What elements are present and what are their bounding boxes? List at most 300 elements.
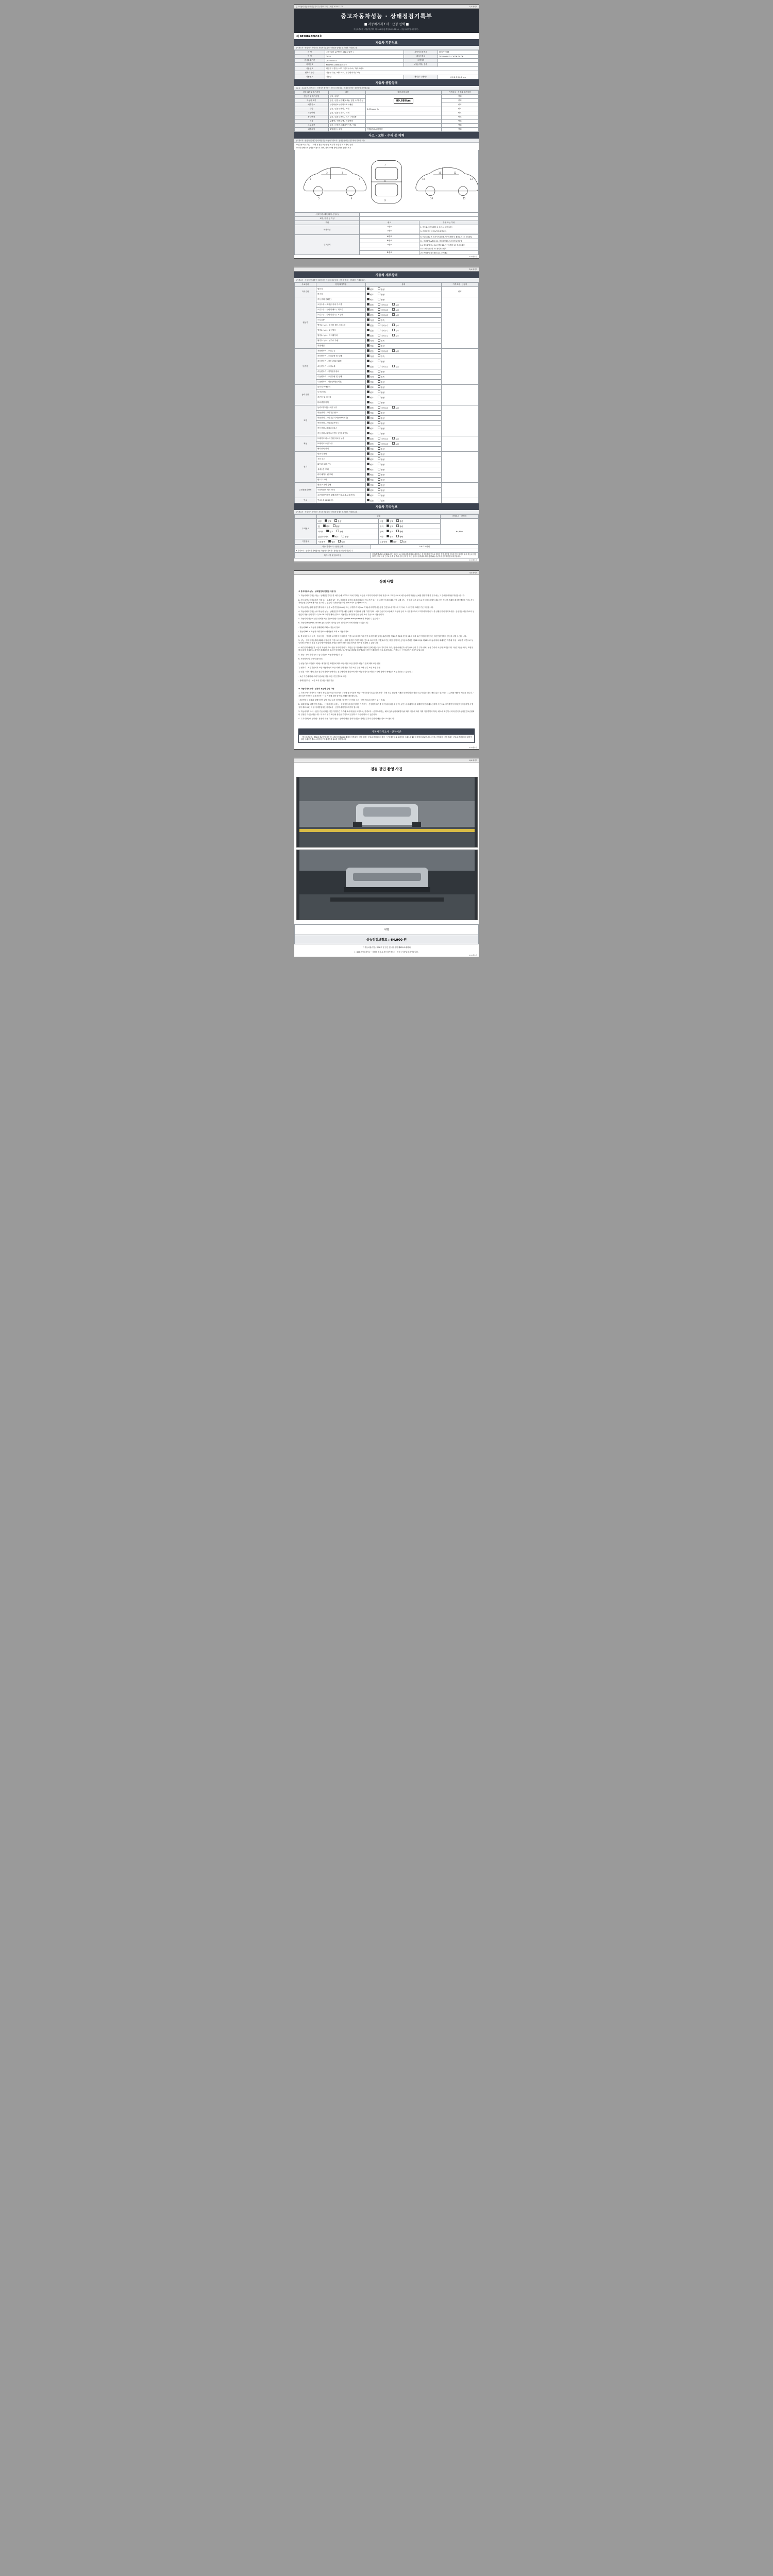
- checkbox-icon[interactable]: [338, 540, 341, 543]
- status-checkbox-option[interactable]: 불량: [378, 417, 384, 419]
- status-checkbox-option[interactable]: 불량: [378, 479, 384, 481]
- checkbox-icon[interactable]: [334, 519, 337, 522]
- status-checkbox-option[interactable]: 불량: [378, 453, 384, 455]
- checkbox-icon[interactable]: [378, 287, 380, 290]
- checkbox-icon[interactable]: [367, 457, 369, 460]
- status-checkbox-option[interactable]: 적정: [367, 355, 374, 358]
- checkbox-icon[interactable]: [392, 349, 395, 352]
- checkbox-icon[interactable]: [328, 540, 331, 543]
- status-checkbox-option[interactable]: 불량: [378, 392, 384, 394]
- status-checkbox-option[interactable]: 부족: [378, 376, 384, 378]
- checkbox-icon[interactable]: [396, 524, 399, 527]
- checkbox-icon[interactable]: [367, 344, 369, 347]
- detail-status-options[interactable]: [365, 308, 441, 313]
- checkbox-icon[interactable]: [378, 313, 380, 316]
- status-checkbox-option[interactable]: 누유: [392, 309, 399, 311]
- etc-checkbox-option[interactable]: 양호: [386, 520, 393, 522]
- status-checkbox-option[interactable]: 불량: [378, 469, 384, 471]
- car-damage-diagram[interactable]: [294, 150, 479, 212]
- checkbox-icon[interactable]: [392, 324, 395, 326]
- etc-checkbox-option[interactable]: 양호: [325, 520, 331, 522]
- status-checkbox-option[interactable]: 양호: [367, 386, 374, 388]
- checkbox-icon[interactable]: [367, 401, 369, 403]
- checkbox-icon[interactable]: [367, 437, 369, 439]
- checkbox-icon[interactable]: [378, 483, 380, 486]
- detail-status-options[interactable]: [365, 364, 441, 369]
- checkbox-icon[interactable]: [367, 463, 369, 465]
- detail-status-options[interactable]: [365, 411, 441, 416]
- status-checkbox-option[interactable]: 누수: [392, 330, 399, 332]
- checkbox-icon[interactable]: [396, 535, 399, 537]
- checkbox-icon[interactable]: [378, 463, 380, 465]
- etc-checkbox-option[interactable]: 양호: [326, 531, 333, 533]
- checkbox-icon[interactable]: [367, 318, 369, 321]
- checkbox-icon[interactable]: [378, 354, 380, 357]
- status-checkbox-option[interactable]: 적정: [367, 319, 374, 321]
- status-checkbox-option[interactable]: 없음: [367, 366, 374, 368]
- status-checkbox-option[interactable]: 불량: [378, 484, 384, 486]
- checkbox-icon[interactable]: [392, 313, 395, 316]
- status-checkbox-option[interactable]: 미세누수: [378, 330, 388, 332]
- checkbox-icon[interactable]: [367, 391, 369, 393]
- status-checkbox-option[interactable]: 양호: [367, 484, 374, 486]
- status-checkbox-option[interactable]: 불량: [378, 294, 384, 296]
- checkbox-icon[interactable]: [378, 391, 380, 393]
- checkbox-icon[interactable]: [378, 293, 380, 295]
- etc-checkbox-option[interactable]: 불량: [396, 531, 403, 533]
- checkbox-icon[interactable]: [378, 427, 380, 429]
- checkbox-icon[interactable]: [392, 442, 395, 445]
- detail-status-options[interactable]: [365, 297, 441, 302]
- checkbox-icon[interactable]: [392, 329, 395, 331]
- checkbox-icon[interactable]: [367, 375, 369, 378]
- checkbox-icon[interactable]: [390, 540, 393, 543]
- checkbox-icon[interactable]: [396, 519, 399, 522]
- checkbox-icon[interactable]: [378, 457, 380, 460]
- status-checkbox-option[interactable]: 부족: [378, 340, 384, 342]
- checkbox-icon[interactable]: [392, 308, 395, 311]
- cell-detail[interactable]: 이행(완료) / 미이행: [365, 128, 441, 132]
- status-checkbox-option[interactable]: 적정: [367, 376, 374, 378]
- status-checkbox-option[interactable]: 양호: [367, 448, 374, 450]
- status-checkbox-option[interactable]: 미세누유: [378, 407, 388, 409]
- checkbox-icon[interactable]: [367, 452, 369, 455]
- checkbox-icon[interactable]: [378, 385, 380, 388]
- status-checkbox-option[interactable]: 불량: [378, 422, 384, 425]
- checkbox-icon[interactable]: [367, 406, 369, 409]
- checkbox-icon[interactable]: [378, 318, 380, 321]
- detail-status-options[interactable]: [365, 431, 441, 436]
- checkbox-icon[interactable]: [332, 535, 334, 537]
- status-checkbox-option[interactable]: 불량: [378, 459, 384, 461]
- status-checkbox-option[interactable]: 누유: [392, 438, 399, 440]
- status-checkbox-option[interactable]: 양호: [367, 392, 374, 394]
- checkbox-icon[interactable]: [326, 530, 329, 532]
- cell-option[interactable]: 없음 / 선루프 / 내비게이션 / 기타: [328, 124, 365, 128]
- status-checkbox-option[interactable]: 불량: [378, 397, 384, 399]
- etc-checkbox-option[interactable]: 있음: [338, 541, 345, 543]
- status-checkbox-option[interactable]: 누수: [392, 325, 399, 327]
- checkbox-icon[interactable]: [378, 298, 380, 300]
- checkbox-icon[interactable]: [378, 432, 380, 434]
- status-checkbox-option[interactable]: 양호: [367, 289, 374, 291]
- status-checkbox-option[interactable]: 양호: [367, 489, 374, 492]
- etc-checkbox-option[interactable]: 불량: [334, 520, 341, 522]
- status-checkbox-option[interactable]: 불량: [378, 381, 384, 383]
- status-checkbox-option[interactable]: 없음: [367, 330, 374, 332]
- etc-checkbox-option[interactable]: 불량: [396, 536, 403, 538]
- status-checkbox-option[interactable]: 불량: [378, 448, 384, 450]
- status-checkbox-option[interactable]: 누수: [392, 335, 399, 337]
- detail-status-options[interactable]: [365, 390, 441, 395]
- checkbox-icon[interactable]: [378, 421, 380, 424]
- checkbox-icon[interactable]: [367, 303, 369, 306]
- checkbox-icon[interactable]: [367, 365, 369, 367]
- checkbox-icon[interactable]: [367, 287, 369, 290]
- checkbox-icon[interactable]: [392, 334, 395, 336]
- status-checkbox-option[interactable]: 불량: [378, 289, 384, 291]
- detail-status-options[interactable]: [365, 313, 441, 318]
- checkbox-icon[interactable]: [367, 442, 369, 445]
- status-checkbox-option[interactable]: 불량: [378, 345, 384, 347]
- detail-status-options[interactable]: [365, 447, 441, 452]
- checkbox-icon[interactable]: [337, 530, 339, 532]
- detail-status-options[interactable]: [365, 323, 441, 328]
- checkbox-icon[interactable]: [378, 447, 380, 450]
- checkbox-icon[interactable]: [367, 380, 369, 383]
- etc-checkbox-option[interactable]: 불량: [396, 526, 403, 528]
- checkbox-icon[interactable]: [323, 524, 326, 527]
- checkbox-icon[interactable]: [378, 365, 380, 367]
- etc-option-right[interactable]: [378, 534, 440, 539]
- status-checkbox-option[interactable]: 불량: [378, 402, 384, 404]
- status-checkbox-option[interactable]: 양호: [367, 433, 374, 435]
- status-checkbox-option[interactable]: 누유: [392, 304, 399, 306]
- detail-status-options[interactable]: [365, 349, 441, 354]
- checkbox-icon[interactable]: [378, 478, 380, 481]
- status-checkbox-option[interactable]: 양호: [367, 422, 374, 425]
- checkbox-icon[interactable]: [367, 293, 369, 295]
- checkbox-icon[interactable]: [386, 519, 389, 522]
- inspection-photo-rear[interactable]: [296, 850, 478, 920]
- status-checkbox-option[interactable]: 양호: [367, 479, 374, 481]
- checkbox-icon[interactable]: [367, 416, 369, 419]
- checkbox-icon[interactable]: [367, 360, 369, 362]
- status-checkbox-option[interactable]: 양호: [367, 402, 374, 404]
- detail-status-options[interactable]: [365, 385, 441, 390]
- etc-option-left[interactable]: [317, 524, 379, 529]
- status-checkbox-option[interactable]: 적정: [367, 340, 374, 342]
- etc-checkbox-option[interactable]: 불량: [333, 526, 340, 528]
- detail-status-options[interactable]: [365, 400, 441, 405]
- cell-value[interactable]: [360, 213, 479, 217]
- status-checkbox-option[interactable]: 불량: [378, 371, 384, 373]
- checkbox-icon[interactable]: [378, 339, 380, 342]
- status-checkbox-option[interactable]: 없음: [367, 350, 374, 352]
- checkbox-icon[interactable]: [367, 334, 369, 336]
- checkbox-icon[interactable]: [378, 416, 380, 419]
- checkbox-icon[interactable]: [325, 519, 327, 522]
- detail-status-options[interactable]: [365, 333, 441, 338]
- checkbox-icon[interactable]: [378, 375, 380, 378]
- status-checkbox-option[interactable]: 불량: [378, 495, 384, 497]
- detail-status-options[interactable]: [365, 472, 441, 478]
- checkbox-icon[interactable]: [378, 437, 380, 439]
- status-checkbox-option[interactable]: 부족: [378, 355, 384, 358]
- checkbox-icon[interactable]: [378, 380, 380, 383]
- checkbox-icon[interactable]: [378, 360, 380, 362]
- etc-checkbox-option[interactable]: 불량: [342, 536, 348, 538]
- checkbox-icon[interactable]: [367, 478, 369, 481]
- status-checkbox-option[interactable]: 양호: [367, 459, 374, 461]
- status-checkbox-option[interactable]: 양호: [367, 417, 374, 419]
- detail-status-options[interactable]: [365, 488, 441, 493]
- checkbox-icon[interactable]: [367, 411, 369, 414]
- status-checkbox-option[interactable]: 불량: [378, 299, 384, 301]
- checkbox-icon[interactable]: [367, 421, 369, 424]
- etc-option-right[interactable]: [378, 524, 440, 529]
- cell-option[interactable]: 일산화탄소 / 탄화수소 / 매연: [328, 103, 365, 107]
- checkbox-icon[interactable]: [367, 308, 369, 311]
- cell-option[interactable]: 없음 / 있음 / 잠재(교체) / 없음 / 주유손상: [328, 99, 365, 103]
- cell-option[interactable]: 없음 / 있음 / 침수 / 화재: [328, 111, 365, 115]
- detail-state-table: [294, 282, 479, 503]
- detail-status-options[interactable]: [365, 338, 441, 344]
- status-checkbox-option[interactable]: 없음: [367, 407, 374, 409]
- status-checkbox-option[interactable]: 없음: [367, 438, 374, 440]
- etc-checkbox-option[interactable]: 있음: [400, 541, 407, 543]
- detail-status-options[interactable]: [365, 498, 441, 503]
- checkbox-icon[interactable]: [378, 468, 380, 470]
- detail-status-options[interactable]: [365, 452, 441, 457]
- status-checkbox-option[interactable]: 누유: [392, 366, 399, 368]
- status-checkbox-option[interactable]: 있음: [378, 500, 384, 502]
- detail-status-options[interactable]: [365, 405, 441, 411]
- etc-checkbox-option[interactable]: 불량: [396, 520, 403, 522]
- checkbox-icon[interactable]: [378, 370, 380, 372]
- status-checkbox-option[interactable]: 미세누유: [378, 350, 388, 352]
- status-checkbox-option[interactable]: 없음: [367, 500, 374, 502]
- detail-status-options[interactable]: [365, 328, 441, 333]
- checkbox-icon[interactable]: [378, 411, 380, 414]
- checkbox-icon[interactable]: [392, 437, 395, 439]
- checkbox-icon[interactable]: [367, 427, 369, 429]
- status-checkbox-option[interactable]: 없음: [367, 443, 374, 445]
- status-checkbox-option[interactable]: 미세누유: [378, 304, 388, 306]
- checkbox-icon[interactable]: [378, 349, 380, 352]
- checkbox-icon[interactable]: [378, 488, 380, 491]
- checkbox-icon[interactable]: [367, 432, 369, 434]
- etc-checkbox-option[interactable]: 없음: [390, 541, 397, 543]
- detail-status-options[interactable]: [365, 457, 441, 462]
- checkbox-icon[interactable]: [392, 303, 395, 306]
- checkbox-icon[interactable]: [342, 535, 344, 537]
- checkbox-icon[interactable]: [378, 396, 380, 398]
- detail-status-options[interactable]: [365, 493, 441, 498]
- status-checkbox-option[interactable]: 미세누유: [378, 366, 388, 368]
- detail-status-options[interactable]: [365, 380, 441, 385]
- detail-status-options[interactable]: [365, 421, 441, 426]
- status-checkbox-option[interactable]: 불량: [378, 386, 384, 388]
- checkbox-icon[interactable]: [378, 344, 380, 347]
- status-checkbox-option[interactable]: 미세누수: [378, 325, 388, 327]
- etc-option-right[interactable]: [378, 519, 440, 524]
- detail-status-options[interactable]: [365, 436, 441, 442]
- status-checkbox-option[interactable]: 양호: [367, 397, 374, 399]
- status-checkbox-option[interactable]: 양호: [367, 453, 374, 455]
- etc-option-right[interactable]: [378, 539, 440, 545]
- status-checkbox-option[interactable]: 없음: [367, 309, 374, 311]
- checkbox-icon[interactable]: [386, 524, 389, 527]
- detail-status-options[interactable]: [365, 344, 441, 349]
- checkbox-icon[interactable]: [378, 499, 380, 501]
- detail-status-options[interactable]: [365, 442, 441, 447]
- cell-option[interactable]: 없음 / 있음 / 렌트 / 리스 / 영업용: [328, 115, 365, 120]
- checkbox-icon[interactable]: [386, 530, 389, 532]
- status-checkbox-option[interactable]: 미세누유: [378, 443, 388, 445]
- status-checkbox-option[interactable]: 양호: [367, 428, 374, 430]
- detail-status-options[interactable]: [365, 395, 441, 400]
- etc-checkbox-option[interactable]: 양호: [323, 526, 330, 528]
- detail-status-options[interactable]: [365, 369, 441, 375]
- checkbox-icon[interactable]: [367, 447, 369, 450]
- cell-option[interactable]: 무채색 / 전체도색 / 색상변경: [328, 120, 365, 124]
- checkbox-icon[interactable]: [367, 329, 369, 331]
- status-checkbox-option[interactable]: 불량: [378, 464, 384, 466]
- checkbox-icon[interactable]: [378, 401, 380, 403]
- status-checkbox-option[interactable]: 없음: [367, 335, 374, 337]
- checkbox-icon[interactable]: [367, 298, 369, 300]
- detail-status-options[interactable]: [365, 302, 441, 308]
- checkbox-icon[interactable]: [367, 494, 369, 496]
- etc-option-left[interactable]: [317, 534, 379, 539]
- checkbox-icon[interactable]: [367, 339, 369, 342]
- status-checkbox-option[interactable]: 양호: [367, 495, 374, 497]
- etc-checkbox-option[interactable]: 없음: [328, 541, 335, 543]
- transmission-options[interactable]: 자동 / 수동 / 세미오토 / 무단변속기(CVT): [325, 71, 478, 75]
- checkbox-icon[interactable]: [392, 365, 395, 367]
- checkbox-icon[interactable]: [378, 452, 380, 455]
- detail-status-options[interactable]: [365, 287, 441, 292]
- checkbox-icon[interactable]: [396, 530, 399, 532]
- status-checkbox-option[interactable]: 불량: [378, 361, 384, 363]
- status-checkbox-option[interactable]: 양호: [367, 464, 374, 466]
- checkbox-icon[interactable]: [400, 540, 402, 543]
- etc-checkbox-option[interactable]: 불량: [337, 531, 343, 533]
- etc-checkbox-option[interactable]: 양호: [386, 531, 393, 533]
- status-checkbox-option[interactable]: 불량: [378, 428, 384, 430]
- status-checkbox-option[interactable]: 미세누유: [378, 314, 388, 316]
- detail-status-options[interactable]: [365, 359, 441, 364]
- checkbox-icon[interactable]: [367, 488, 369, 491]
- checkbox-icon[interactable]: [367, 499, 369, 501]
- detail-status-options[interactable]: [365, 462, 441, 467]
- checkbox-icon[interactable]: [378, 473, 380, 476]
- etc-option-right[interactable]: [378, 529, 440, 534]
- status-checkbox-option[interactable]: 누유: [392, 350, 399, 352]
- fuel-options[interactable]: 휘발유 / 경유 / LPG / 전기 / 수소 / 하이브리드: [325, 67, 478, 71]
- etc-option-left[interactable]: [317, 519, 379, 524]
- status-checkbox-option[interactable]: 불량: [378, 412, 384, 414]
- checkbox-icon[interactable]: [367, 385, 369, 388]
- status-checkbox-option[interactable]: 없음: [367, 314, 374, 316]
- cell-option[interactable]: 없음 / 있음 / 불법 / 적법: [328, 107, 365, 111]
- detail-status-options[interactable]: [365, 375, 441, 380]
- checkbox-icon[interactable]: [367, 324, 369, 326]
- cell-option[interactable]: 해당없음 / 해당: [328, 128, 365, 132]
- detail-status-options[interactable]: [365, 318, 441, 323]
- checkbox-icon[interactable]: [378, 308, 380, 311]
- cell-value[interactable]: [360, 217, 479, 221]
- detail-status-options[interactable]: [365, 426, 441, 431]
- checkbox-icon[interactable]: [367, 349, 369, 352]
- etc-option-left[interactable]: [317, 539, 379, 545]
- checkbox-icon[interactable]: [378, 324, 380, 326]
- checkbox-icon[interactable]: [367, 473, 369, 476]
- checkbox-icon[interactable]: [378, 494, 380, 496]
- checkbox-icon[interactable]: [367, 354, 369, 357]
- inspection-photo-front[interactable]: [296, 777, 478, 848]
- status-checkbox-option[interactable]: 부족: [378, 319, 384, 321]
- etc-checkbox-option[interactable]: 양호: [386, 526, 393, 528]
- etc-checkbox-option[interactable]: 양호: [332, 536, 339, 538]
- status-checkbox-option[interactable]: 누유: [392, 407, 399, 409]
- checkbox-icon[interactable]: [367, 396, 369, 398]
- status-checkbox-option[interactable]: 양호: [367, 345, 374, 347]
- checkbox-icon[interactable]: [367, 313, 369, 316]
- status-checkbox-option[interactable]: 양호: [367, 294, 374, 296]
- status-checkbox-option[interactable]: 없음: [367, 304, 374, 306]
- status-checkbox-option[interactable]: 양호: [367, 469, 374, 471]
- detail-status-options[interactable]: [365, 416, 441, 421]
- status-checkbox-option[interactable]: 양호: [367, 381, 374, 383]
- status-checkbox-option[interactable]: 누유: [392, 443, 399, 445]
- status-checkbox-option[interactable]: 불량: [378, 474, 384, 476]
- checkbox-icon[interactable]: [378, 303, 380, 306]
- status-checkbox-option[interactable]: 양호: [367, 299, 374, 301]
- checkbox-icon[interactable]: [367, 468, 369, 470]
- detail-status-options[interactable]: [365, 483, 441, 488]
- status-checkbox-option[interactable]: 누유: [392, 314, 399, 316]
- etc-option-left[interactable]: [317, 529, 379, 534]
- checkbox-icon[interactable]: [367, 370, 369, 372]
- checkbox-icon[interactable]: [378, 406, 380, 409]
- status-checkbox-option[interactable]: 미세누유: [378, 309, 388, 311]
- etc-checkbox-option[interactable]: 양호: [386, 536, 393, 538]
- status-checkbox-option[interactable]: 양호: [367, 361, 374, 363]
- detail-status-options[interactable]: [365, 292, 441, 297]
- status-checkbox-option[interactable]: 불량: [378, 489, 384, 492]
- detail-status-options[interactable]: [365, 467, 441, 472]
- detail-status-options[interactable]: [365, 478, 441, 483]
- status-checkbox-option[interactable]: 없음: [367, 325, 374, 327]
- status-checkbox-option[interactable]: 양호: [367, 371, 374, 373]
- status-checkbox-option[interactable]: 양호: [367, 412, 374, 414]
- checkbox-icon[interactable]: [392, 406, 395, 409]
- checkbox-icon[interactable]: [333, 524, 335, 527]
- checkbox-icon[interactable]: [378, 329, 380, 331]
- checkbox-icon[interactable]: [378, 334, 380, 336]
- checkbox-icon[interactable]: [386, 535, 389, 537]
- checkbox-icon[interactable]: [367, 483, 369, 486]
- detail-status-options[interactable]: [365, 354, 441, 359]
- status-checkbox-option[interactable]: 미세누유: [378, 438, 388, 440]
- checkbox-icon[interactable]: [378, 442, 380, 445]
- status-checkbox-option[interactable]: 불량: [378, 433, 384, 435]
- status-checkbox-option[interactable]: 양호: [367, 474, 374, 476]
- status-checkbox-option[interactable]: 미세누수: [378, 335, 388, 337]
- cell-option[interactable]: 양호 / 불량: [328, 95, 365, 99]
